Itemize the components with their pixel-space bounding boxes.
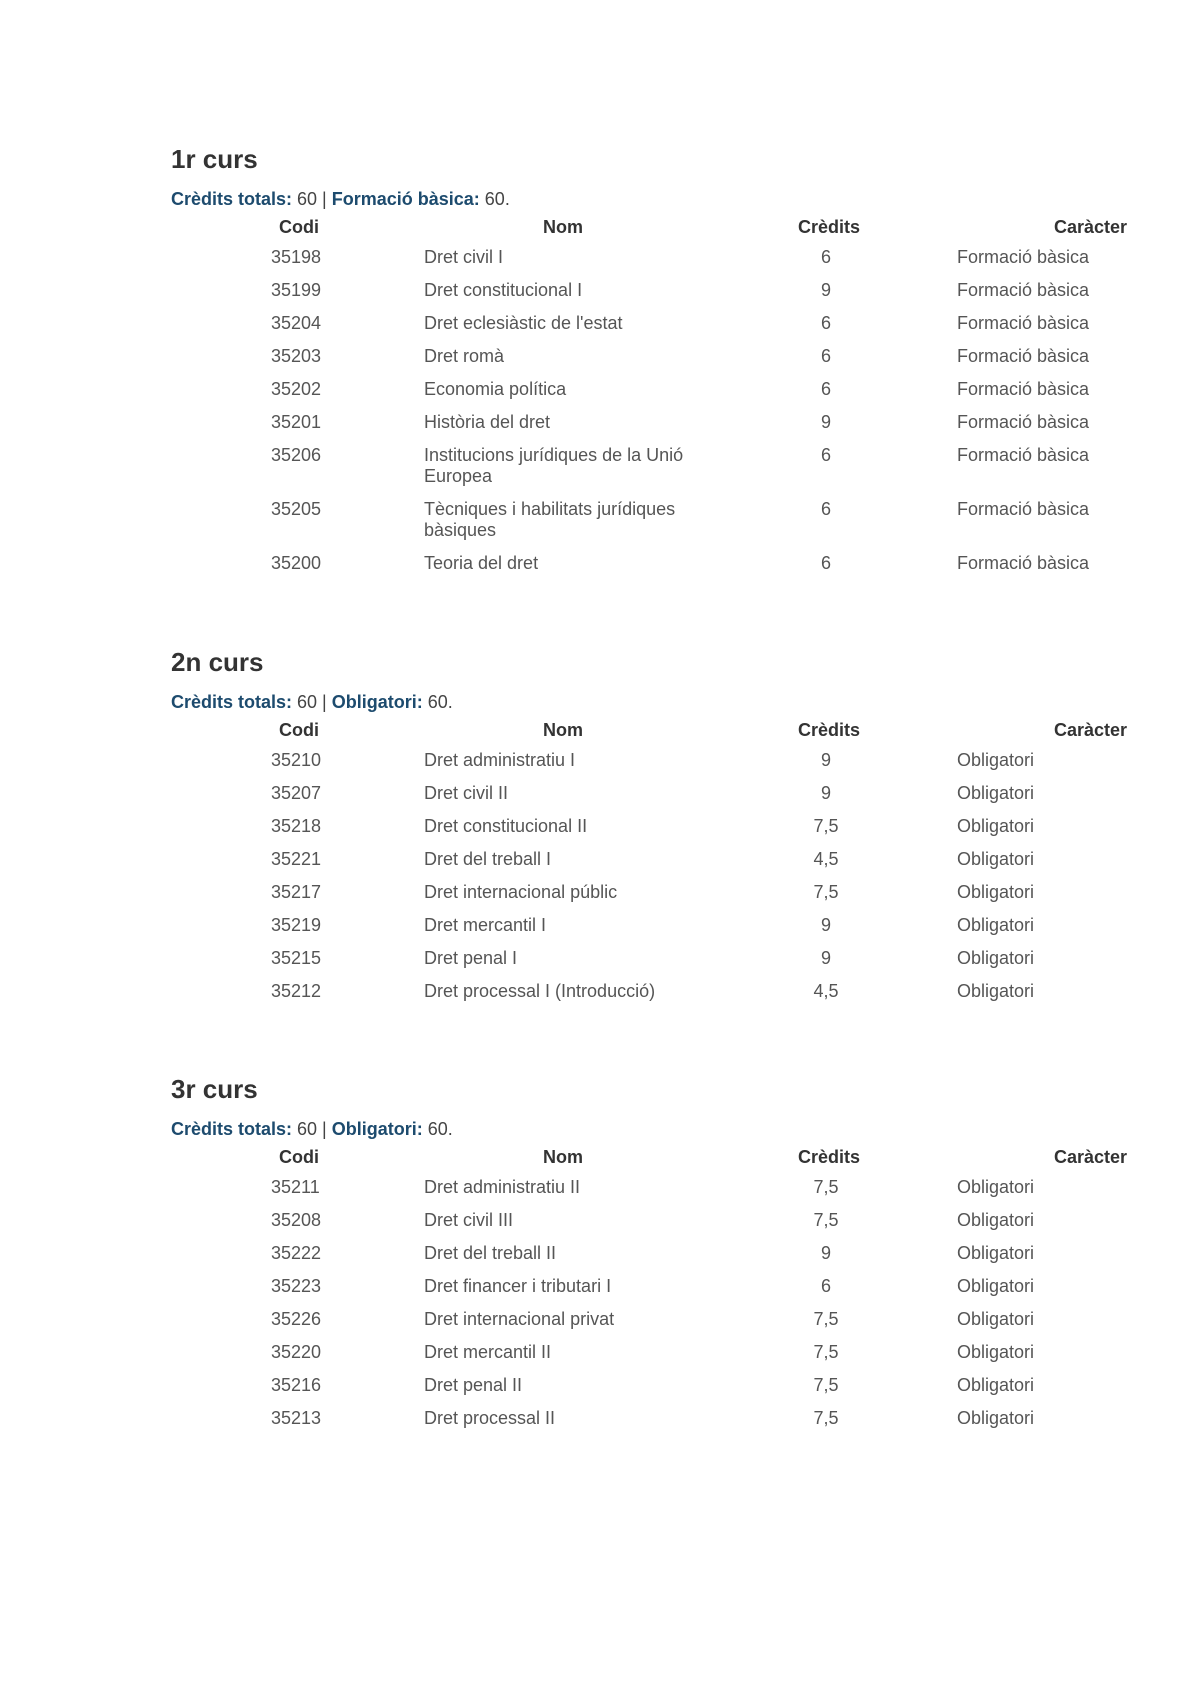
subject-credits: 4,5 — [813, 849, 839, 869]
subject-code: 35212 — [271, 981, 322, 1001]
table-row — [171, 548, 1131, 581]
table-row — [171, 844, 1131, 877]
subject-type: Formació bàsica — [957, 445, 1090, 465]
subject-code: 35216 — [271, 1375, 322, 1395]
subject-code: 35203 — [271, 346, 322, 366]
total-credits-label: Crèdits totals: — [171, 189, 293, 209]
subject-credits: 9 — [820, 280, 831, 300]
subject-code: 35207 — [271, 783, 322, 803]
table-row — [171, 811, 1131, 844]
subject-credits: 9 — [820, 915, 831, 935]
type-credits-label: Obligatori: — [331, 692, 423, 712]
subject-code: 35221 — [271, 849, 322, 869]
subject-name: Economia política — [424, 379, 567, 399]
header-credits: Crèdits — [798, 720, 861, 740]
subject-code: 35206 — [271, 445, 322, 465]
subject-credits: 7,5 — [813, 1210, 839, 1230]
subject-credits: 6 — [820, 247, 831, 267]
subject-name: Dret civil III — [424, 1210, 514, 1230]
subject-credits: 7,5 — [813, 1177, 839, 1197]
subject-name: Teoria del dret — [424, 553, 539, 573]
subject-table — [171, 242, 1131, 581]
subject-code: 35210 — [271, 750, 322, 770]
subject-credits: 6 — [820, 1276, 831, 1296]
table-row — [171, 242, 1131, 275]
subject-name: Dret civil II — [424, 783, 509, 803]
table-row — [171, 341, 1131, 374]
total-credits-value: 60 | — [292, 1119, 332, 1139]
subject-code: 35198 — [271, 247, 322, 267]
header-code: Codi — [279, 720, 319, 740]
subject-code: 35223 — [271, 1276, 322, 1296]
subject-credits: 7,5 — [813, 1309, 839, 1329]
subject-type: Obligatori — [957, 1276, 1035, 1296]
subject-code: 35211 — [271, 1177, 320, 1197]
subject-name: Dret mercantil I — [424, 915, 547, 935]
subject-name: Dret penal II — [424, 1375, 523, 1395]
table-row — [171, 1238, 1131, 1271]
table-row — [171, 877, 1131, 910]
type-credits-label: Obligatori: — [331, 1119, 423, 1139]
header-credits: Crèdits — [798, 1147, 861, 1167]
total-credits-value: 60 | — [292, 189, 332, 209]
table-row — [171, 494, 1131, 548]
credits-summary — [171, 691, 1131, 713]
subject-credits: 6 — [820, 313, 831, 333]
type-credits-value: 60. — [422, 692, 453, 712]
subject-credits: 7,5 — [813, 1342, 839, 1362]
table-row — [171, 745, 1131, 778]
subject-type: Formació bàsica — [957, 499, 1090, 519]
subject-type: Formació bàsica — [957, 379, 1090, 399]
subject-table — [171, 1172, 1131, 1436]
table-row — [171, 1337, 1131, 1370]
subject-type: Obligatori — [957, 1309, 1035, 1329]
subject-name: Dret financer i tributari I — [424, 1276, 612, 1296]
table-header — [171, 718, 1131, 745]
table-row — [171, 1403, 1131, 1436]
subject-name: Dret mercantil II — [424, 1342, 552, 1362]
subject-code: 35199 — [271, 280, 322, 300]
subject-type: Formació bàsica — [957, 412, 1090, 432]
subject-type: Obligatori — [957, 816, 1035, 836]
subject-name: Dret civil I — [424, 247, 504, 267]
subject-credits: 9 — [820, 783, 831, 803]
subject-name: Dret romà — [424, 346, 505, 366]
table-row — [171, 1370, 1131, 1403]
header-code: Codi — [279, 217, 319, 237]
subject-code: 35204 — [271, 313, 322, 333]
header-name: Nom — [543, 217, 583, 237]
subject-code: 35217 — [271, 882, 322, 902]
subject-credits: 9 — [820, 412, 831, 432]
subject-type: Formació bàsica — [957, 553, 1090, 573]
subject-credits: 7,5 — [813, 882, 839, 902]
subject-credits: 9 — [820, 948, 831, 968]
subject-name: Dret administratiu II — [424, 1177, 581, 1197]
subject-credits: 7,5 — [813, 816, 839, 836]
header-name: Nom — [543, 720, 583, 740]
header-credits: Crèdits — [798, 217, 861, 237]
subject-credits: 7,5 — [813, 1375, 839, 1395]
subject-name: Dret constitucional II — [424, 816, 588, 836]
subject-name: Dret del treball II — [424, 1243, 557, 1263]
subject-name: Història del dret — [424, 412, 551, 432]
subject-type: Obligatori — [957, 1375, 1035, 1395]
subject-code: 35219 — [271, 915, 322, 935]
table-row — [171, 1271, 1131, 1304]
table-row — [171, 407, 1131, 440]
table-row — [171, 778, 1131, 811]
subject-credits: 6 — [820, 499, 831, 519]
subject-code: 35220 — [271, 1342, 322, 1362]
subject-name: Dret del treball I — [424, 849, 552, 869]
total-credits-label: Crèdits totals: — [171, 1119, 293, 1139]
subject-type: Formació bàsica — [957, 346, 1090, 366]
subject-type: Obligatori — [957, 783, 1035, 803]
subject-credits: 6 — [820, 379, 831, 399]
subject-type: Obligatori — [957, 882, 1035, 902]
header-type: Caràcter — [1054, 720, 1128, 740]
header-name: Nom — [543, 1147, 583, 1167]
subject-table — [171, 745, 1131, 1009]
subject-type: Obligatori — [957, 948, 1035, 968]
subject-code: 35226 — [271, 1309, 322, 1329]
type-credits-value: 60. — [479, 189, 510, 209]
subject-credits: 4,5 — [813, 981, 839, 1001]
subject-type: Obligatori — [957, 849, 1035, 869]
table-row — [171, 943, 1131, 976]
subject-type: Formació bàsica — [957, 247, 1090, 267]
subject-type: Obligatori — [957, 1177, 1035, 1197]
total-credits-value: 60 | — [292, 692, 332, 712]
credits-summary — [171, 1118, 1131, 1140]
subject-type: Obligatori — [957, 750, 1035, 770]
subject-credits: 6 — [820, 553, 831, 573]
table-row — [171, 275, 1131, 308]
course-section-1 — [171, 144, 1131, 581]
subject-code: 35200 — [271, 553, 322, 573]
course-title: 2n curs — [171, 647, 264, 677]
subject-name: Dret internacional públic — [424, 882, 618, 902]
subject-name: Tècniques i habilitats jurídiques bàsiques — [424, 499, 676, 540]
course-section-2 — [171, 647, 1131, 1009]
header-code: Codi — [279, 1147, 319, 1167]
subject-code: 35215 — [271, 948, 322, 968]
subject-code: 35222 — [271, 1243, 322, 1263]
subject-type: Obligatori — [957, 981, 1035, 1001]
table-row — [171, 374, 1131, 407]
course-title: 1r curs — [171, 144, 258, 174]
subject-name: Dret administratiu I — [424, 750, 576, 770]
type-credits-value: 60. — [422, 1119, 453, 1139]
subject-code: 35213 — [271, 1408, 322, 1428]
table-header — [171, 215, 1131, 242]
course-title: 3r curs — [171, 1074, 258, 1104]
subject-credits: 9 — [820, 750, 831, 770]
subject-name: Dret constitucional I — [424, 280, 583, 300]
subject-type: Obligatori — [957, 1210, 1035, 1230]
subject-name: Dret penal I — [424, 948, 518, 968]
subject-credits: 6 — [820, 346, 831, 366]
subject-code: 35208 — [271, 1210, 322, 1230]
subject-code: 35201 — [271, 412, 322, 432]
table-row — [171, 308, 1131, 341]
subject-type: Obligatori — [957, 1408, 1035, 1428]
subject-name: Dret internacional privat — [424, 1309, 615, 1329]
subject-type: Obligatori — [957, 1342, 1035, 1362]
total-credits-label: Crèdits totals: — [171, 692, 293, 712]
subject-type: Formació bàsica — [957, 313, 1090, 333]
subject-name: Institucions jurídiques de la Unió Europea — [424, 445, 684, 486]
subject-type: Obligatori — [957, 915, 1035, 935]
course-section-3 — [171, 1074, 1131, 1436]
table-row — [171, 1304, 1131, 1337]
table-row — [171, 1205, 1131, 1238]
table-row — [171, 440, 1131, 494]
table-row — [171, 976, 1131, 1009]
subject-credits: 7,5 — [813, 1408, 839, 1428]
subject-code: 35205 — [271, 499, 322, 519]
table-row — [171, 1172, 1131, 1205]
subject-code: 35202 — [271, 379, 322, 399]
subject-credits: 9 — [820, 1243, 831, 1263]
table-header — [171, 1145, 1131, 1172]
subject-code: 35218 — [271, 816, 322, 836]
header-type: Caràcter — [1054, 217, 1128, 237]
header-type: Caràcter — [1054, 1147, 1128, 1167]
subject-type: Formació bàsica — [957, 280, 1090, 300]
subject-name: Dret processal II — [424, 1408, 556, 1428]
subject-name: Dret processal I (Introducció) — [424, 981, 656, 1001]
credits-summary — [171, 188, 1131, 210]
table-row — [171, 910, 1131, 943]
subject-credits: 6 — [820, 445, 831, 465]
type-credits-label: Formació bàsica: — [331, 189, 480, 209]
subject-type: Obligatori — [957, 1243, 1035, 1263]
subject-name: Dret eclesiàstic de l'estat — [424, 313, 623, 333]
